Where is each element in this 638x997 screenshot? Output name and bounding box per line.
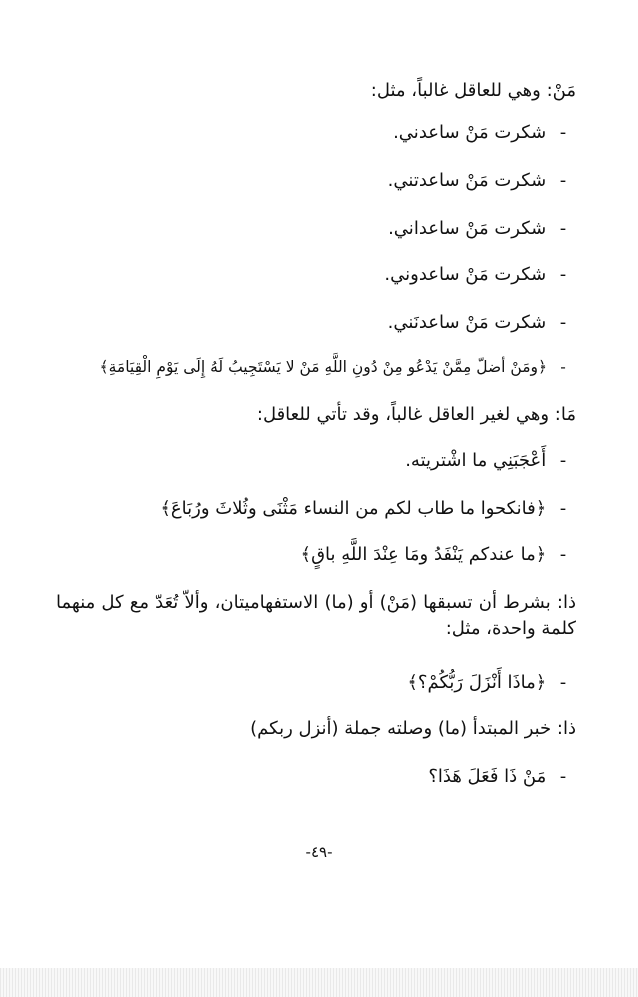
example-text: مَنْ ذَا فَعَلَ هَذَا؟ bbox=[428, 766, 547, 787]
quran-verse bbox=[407, 670, 574, 696]
bullet-dash: - bbox=[559, 264, 567, 285]
section-ma-heading: مَا: وهي لغير العاقل غالباً، وقد تأتي للعاقل: bbox=[256, 404, 576, 425]
bullet-dash: - bbox=[559, 672, 567, 693]
example-item bbox=[428, 764, 574, 790]
example-text: شكرت مَنْ ساعدوني. bbox=[384, 264, 547, 285]
bullet-dash: - bbox=[559, 450, 567, 471]
example-text: أَعْجَبَنِي ما اشْتريته. bbox=[405, 450, 547, 471]
example-item bbox=[388, 310, 574, 336]
verse-text: ﴿ما عندكم يَنْفَدُ ومَا عِنْدَ اللَّهِ باقٍ﴾ bbox=[300, 544, 547, 565]
bullet-dash: - bbox=[559, 312, 567, 333]
bullet-dash: - bbox=[560, 358, 566, 376]
section-man-heading: مَنْ: وهي للعاقل غالباً، مثل: bbox=[370, 80, 576, 101]
quran-verse bbox=[301, 542, 574, 568]
bullet-dash: - bbox=[559, 544, 567, 565]
verse-text: ﴿فانكحوا ما طاب لكم من النساء مَثْنَى وثُلاثَ ورُبَاعَ﴾ bbox=[160, 498, 547, 519]
bullet-dash: - bbox=[559, 218, 567, 239]
bullet-dash: - bbox=[559, 498, 567, 519]
bullet-dash: - bbox=[559, 122, 567, 143]
quran-verse bbox=[100, 354, 575, 380]
scan-noise-strip bbox=[0, 968, 638, 997]
example-item bbox=[384, 262, 574, 288]
bullet-dash: - bbox=[559, 170, 567, 191]
example-item bbox=[405, 448, 574, 474]
page-number: -٤٩- bbox=[305, 843, 333, 861]
example-text: شكرت مَنْ ساعدني. bbox=[393, 122, 547, 143]
example-text: شكرت مَنْ ساعداني. bbox=[388, 218, 547, 239]
example-item bbox=[388, 216, 574, 242]
section-dha-paragraph: ذا: بشرط أن تسبقها (مَنْ) أو (ما) الاستفهاميتان، وألاّ تُعَدّ مع كل منهما كلمة واحدة، مثل: bbox=[56, 592, 576, 639]
example-text: شكرت مَنْ ساعدنَني. bbox=[387, 312, 547, 333]
grammar-note: ذا: خبر المبتدأ (ما) وصلته جملة (أنزل ربكم) bbox=[250, 718, 576, 739]
verse-text: ﴿ومَنْ أضلّ مِمَّنْ يَدْعُو مِنْ دُونِ اللَّهِ مَنْ لا يَسْتَجِيبُ لَهُ إِلَى يَوْمِ الْقِيَامَةِ﴾ bbox=[99, 358, 548, 376]
example-item bbox=[393, 120, 574, 146]
example-text: شكرت مَنْ ساعدتني. bbox=[387, 170, 547, 191]
example-item bbox=[388, 168, 574, 194]
verse-text: ﴿ماذَا أَنْزَلَ رَبُّكُمْ؟﴾ bbox=[407, 672, 547, 693]
bullet-dash: - bbox=[559, 766, 567, 787]
quran-verse bbox=[160, 496, 574, 522]
